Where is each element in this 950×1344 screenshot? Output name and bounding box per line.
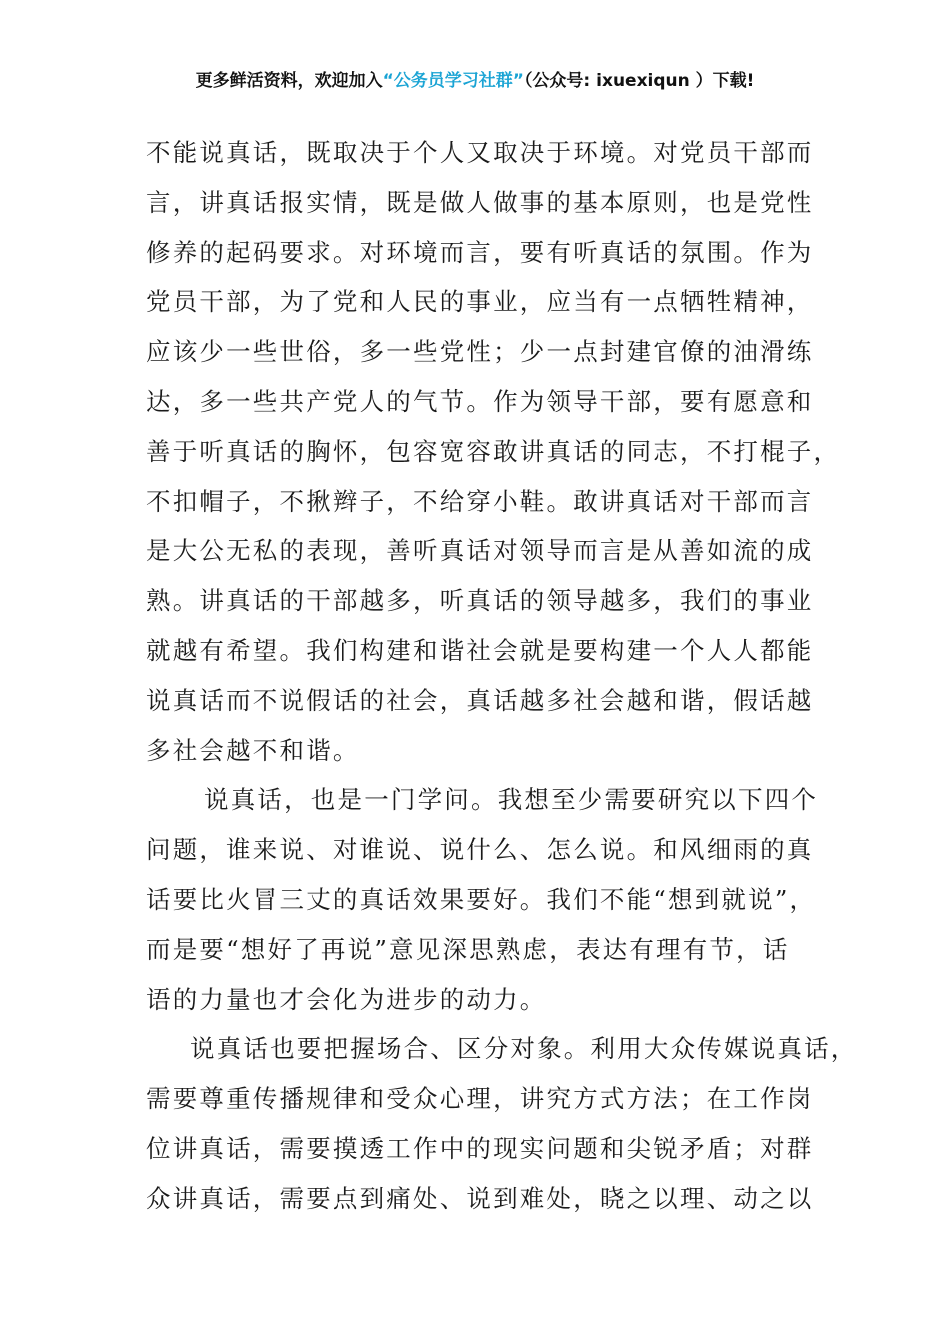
text-line: 应该少一些世俗，多一些党性；少一点封建官僚的油滑练: [146, 337, 814, 367]
text-line: 需要尊重传播规律和受众心理，讲究方式方法；在工作岗: [146, 1084, 814, 1114]
text-line: 语的力量也才会化为进步的动力。: [146, 984, 547, 1014]
text-line: 言，讲真话报实情，既是做人做事的基本原则，也是党性: [146, 187, 814, 217]
text-line: 说真话而不说假话的社会，真话越多社会越和谐，假话越: [146, 685, 814, 715]
text-line: 达，多一些共产党人的气节。作为领导干部，要有愿意和: [146, 386, 814, 416]
text-line: 党员干部，为了党和人民的事业，应当有一点牺牲精神，: [146, 287, 814, 317]
promo-text-suffix: （公众号: ixuexiqun ）下载!: [523, 71, 755, 91]
text-line: 不扣帽子，不揪辫子，不给穿小鞋。敢讲真话对干部而言: [146, 486, 814, 516]
text-line: 不能说真话，既取决于个人又取决于环境。对党员干部而: [146, 138, 814, 167]
text-line: 问题，谁来说、对谁说、说什么、怎么说。和风细雨的真: [146, 835, 814, 865]
text-line: 善于听真话的胸怀，包容宽容敢讲真话的同志，不打棍子，: [146, 436, 841, 466]
promo-text-prefix: 更多鲜活资料，欢迎加入: [195, 71, 383, 91]
promo-header: [0, 66, 950, 91]
text-line: 话要比火冒三丈的真话效果要好。我们不能“想到就说”，: [146, 884, 817, 914]
text-line: 而是要“想好了再说”意见深思熟虑，表达有理有节，话: [146, 934, 790, 964]
text-line: 位讲真话，需要摸透工作中的现实问题和尖锐矛盾；对群: [146, 1133, 814, 1163]
text-line: 多社会越不和谐。: [146, 735, 360, 765]
document-body: [146, 128, 858, 1224]
text-line: 众讲真话，需要点到痛处、说到难处，晓之以理、动之以: [146, 1183, 814, 1213]
text-line: 说真话，也是一门学问。我想至少需要研究以下四个: [204, 785, 819, 815]
text-line: 说真话也要把握场合、区分对象。利用大众传媒说真话，: [190, 1034, 858, 1064]
text-line: 就越有希望。我们构建和谐社会就是要构建一个人人都能: [146, 635, 814, 665]
text-line: 熟。讲真话的干部越多，听真话的领导越多，我们的事业: [146, 586, 814, 616]
text-line: 修养的起码要求。对环境而言，要有听真话的氛围。作为: [146, 237, 814, 267]
text-line: 是大公无私的表现，善听真话对领导而言是从善如流的成: [146, 536, 814, 566]
community-name-highlight: “公务员学习社群”: [382, 71, 524, 91]
